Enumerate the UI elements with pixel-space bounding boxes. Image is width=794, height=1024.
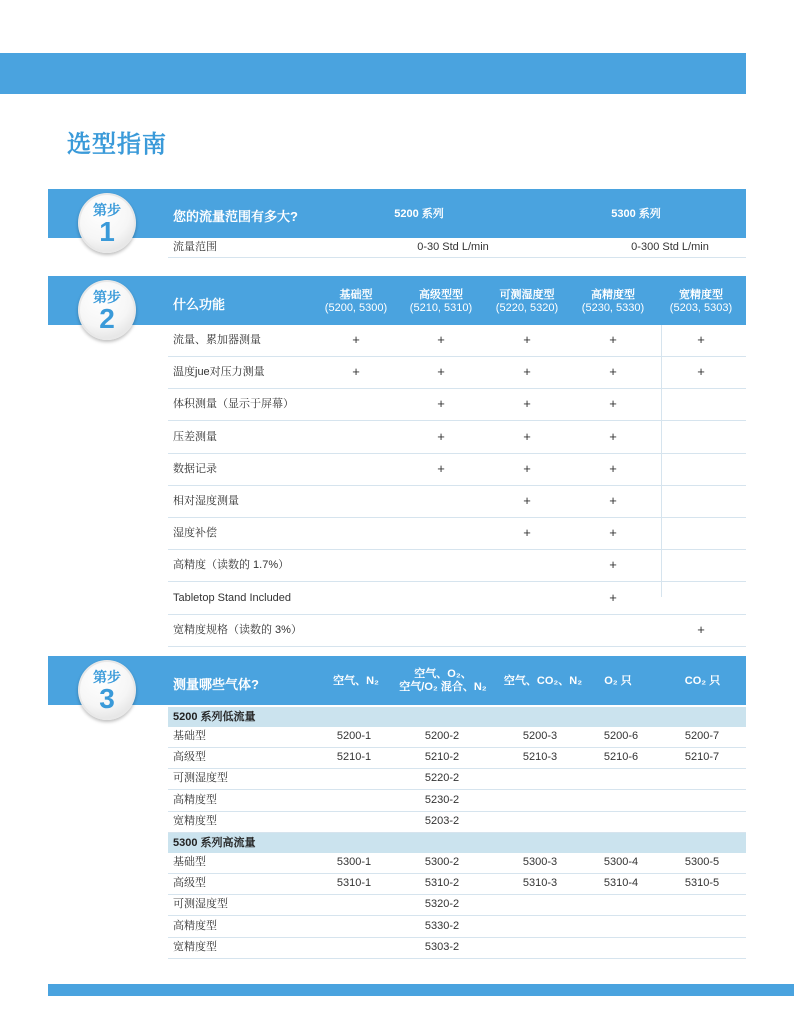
feature-mark: + bbox=[437, 364, 445, 380]
col-models: (5203, 5303) bbox=[669, 302, 733, 314]
model-row bbox=[168, 895, 746, 916]
feature-label: 湿度补偿 bbox=[173, 527, 217, 540]
model-number: 5303-2 bbox=[424, 940, 460, 953]
col-name: 高级型型 bbox=[419, 289, 463, 301]
step-label: 第步 bbox=[93, 669, 121, 685]
feature-mark: + bbox=[609, 493, 617, 508]
feature-mark: + bbox=[523, 332, 531, 347]
feature-mark: + bbox=[523, 525, 531, 541]
col-name: 可测湿度型 bbox=[499, 289, 555, 301]
feature-mark: + bbox=[523, 493, 531, 508]
model-number: 5200-6 bbox=[603, 730, 639, 742]
feature-mark: + bbox=[697, 621, 705, 637]
model-number: 5210-3 bbox=[522, 751, 558, 764]
model-label: 宽精度型 bbox=[173, 814, 217, 827]
feature-row bbox=[168, 518, 746, 550]
model-number: 5200-3 bbox=[522, 730, 558, 742]
model-number: 5210-7 bbox=[684, 751, 720, 764]
feature-mark: + bbox=[609, 428, 617, 444]
model-number: 5200-1 bbox=[336, 730, 372, 742]
col-header-basic bbox=[316, 289, 396, 315]
model-number: 5230-2 bbox=[424, 793, 460, 806]
feature-mark: + bbox=[352, 332, 360, 347]
features-question: 什么功能 bbox=[173, 297, 226, 312]
feature-row bbox=[168, 389, 746, 421]
feature-mark: + bbox=[609, 332, 617, 347]
model-row bbox=[168, 791, 746, 812]
flow-range-question: 您的流量范围有多大? bbox=[173, 209, 298, 224]
step-3-section bbox=[48, 656, 746, 966]
step-1-badge bbox=[78, 193, 136, 253]
model-number: 5210-6 bbox=[603, 751, 639, 764]
step-number: 1 bbox=[99, 216, 115, 247]
model-number: 5220-2 bbox=[424, 772, 460, 785]
gas-col-air-co2-n2: 空气、CO₂、N₂ bbox=[503, 675, 583, 687]
model-label: 可测湿度型 bbox=[173, 898, 228, 911]
model-row bbox=[168, 812, 746, 833]
gases-question: 测量哪些气体? bbox=[173, 677, 259, 692]
flow-value-5300: 0-300 Std L/min bbox=[631, 241, 709, 253]
step-number: 2 bbox=[99, 303, 115, 334]
feature-label: 压差测量 bbox=[173, 430, 217, 443]
model-row bbox=[168, 938, 746, 959]
step-number: 3 bbox=[99, 683, 115, 714]
feature-mark: + bbox=[523, 396, 531, 412]
col-name: 宽精度型 bbox=[679, 289, 723, 301]
top-banner bbox=[0, 53, 746, 94]
feature-mark: + bbox=[523, 460, 531, 476]
col-models: (5200, 5300) bbox=[324, 302, 388, 314]
model-number: 5310-3 bbox=[522, 877, 558, 890]
model-label: 宽精度型 bbox=[173, 940, 217, 953]
model-row bbox=[168, 917, 746, 938]
flow-range-row bbox=[168, 238, 746, 258]
feature-row bbox=[168, 486, 746, 518]
model-label: 基础型 bbox=[173, 730, 206, 742]
feature-mark: + bbox=[352, 364, 360, 380]
col-header-humidity bbox=[487, 289, 567, 315]
col-models: (5230, 5330) bbox=[581, 302, 645, 314]
feature-mark: + bbox=[609, 396, 617, 412]
feature-row bbox=[168, 550, 746, 582]
col-models: (5210, 5310) bbox=[409, 302, 473, 314]
feature-label: 流量、累加器测量 bbox=[173, 334, 261, 346]
series-5300-header: 5300 系列 bbox=[611, 208, 661, 220]
model-row bbox=[168, 769, 746, 790]
model-number: 5200-2 bbox=[424, 730, 460, 742]
model-number: 5200-7 bbox=[684, 730, 720, 742]
step-2-badge bbox=[78, 280, 136, 340]
step-3-badge bbox=[78, 660, 136, 720]
gas-col-line1: 空气、O₂、 bbox=[414, 668, 472, 680]
model-label: 高精度型 bbox=[173, 919, 217, 932]
group-5200-header: 5200 系列低流量 bbox=[168, 707, 746, 727]
feature-row bbox=[168, 357, 746, 389]
feature-mark: + bbox=[697, 364, 705, 380]
feature-mark: + bbox=[437, 332, 445, 347]
model-number: 5300-3 bbox=[522, 856, 558, 868]
model-number: 5210-1 bbox=[336, 751, 372, 764]
feature-label: 温度jue对压力测量 bbox=[173, 366, 265, 379]
step-label: 第步 bbox=[93, 289, 121, 305]
gas-col-co2-only: CO₂ 只 bbox=[684, 675, 721, 687]
model-number: 5320-2 bbox=[424, 898, 460, 911]
model-number: 5310-2 bbox=[424, 877, 460, 890]
feature-mark: + bbox=[609, 525, 617, 541]
feature-mark: + bbox=[697, 332, 705, 347]
model-number: 5210-2 bbox=[424, 751, 460, 764]
group-5300-header: 5300 系列高流量 bbox=[168, 833, 746, 853]
col-header-wide-accuracy bbox=[660, 289, 742, 315]
model-row bbox=[168, 748, 746, 769]
gas-col-line2: 空气/O₂ 混合、N₂ bbox=[399, 681, 487, 693]
feature-mark: + bbox=[609, 557, 617, 573]
model-label: 可测湿度型 bbox=[173, 772, 228, 785]
step-2-section bbox=[48, 276, 746, 646]
col-name: 基础型 bbox=[339, 289, 373, 301]
feature-label: 宽精度规格（读数的 3%） bbox=[173, 623, 302, 636]
feature-mark: + bbox=[609, 460, 617, 476]
feature-row bbox=[168, 583, 746, 615]
gas-col-air-n2: 空气、N₂ bbox=[333, 675, 379, 687]
model-number: 5300-1 bbox=[336, 856, 372, 868]
model-number: 5330-2 bbox=[424, 919, 460, 932]
feature-row bbox=[168, 422, 746, 454]
row-label: 流量范围 bbox=[173, 241, 217, 253]
feature-mark: + bbox=[609, 589, 617, 605]
model-number: 5310-5 bbox=[684, 877, 720, 890]
model-label: 高精度型 bbox=[173, 793, 217, 806]
feature-row bbox=[168, 325, 746, 357]
feature-label: 高精度（读数的 1.7%） bbox=[173, 559, 290, 572]
feature-mark: + bbox=[523, 428, 531, 444]
step-label: 第步 bbox=[93, 202, 121, 218]
model-number: 5310-1 bbox=[336, 877, 372, 890]
col-header-advanced bbox=[401, 289, 481, 315]
bottom-banner bbox=[48, 984, 794, 996]
feature-mark: + bbox=[609, 364, 617, 380]
model-label: 高级型 bbox=[173, 877, 206, 890]
gas-col-air-o2-mix bbox=[388, 668, 498, 694]
model-label: 基础型 bbox=[173, 856, 206, 868]
feature-label: 体积测量（显示于屏幕） bbox=[173, 398, 294, 411]
page-title: 选型指南 bbox=[67, 131, 167, 158]
feature-label: Tabletop Stand Included bbox=[173, 591, 292, 604]
col-name: 高精度型 bbox=[591, 289, 635, 301]
step-1-section bbox=[48, 189, 746, 259]
col-models: (5220, 5320) bbox=[495, 302, 559, 314]
feature-mark: + bbox=[437, 460, 445, 476]
feature-row bbox=[168, 454, 746, 486]
model-number: 5203-2 bbox=[424, 814, 460, 827]
feature-label: 数据记录 bbox=[173, 462, 217, 475]
feature-label: 相对湿度测量 bbox=[173, 495, 239, 507]
feature-row bbox=[168, 615, 746, 647]
model-label: 高级型 bbox=[173, 751, 206, 764]
feature-mark: + bbox=[437, 396, 445, 412]
flow-value-5200: 0-30 Std L/min bbox=[417, 241, 489, 253]
feature-mark: + bbox=[437, 428, 445, 444]
model-number: 5310-4 bbox=[603, 877, 639, 890]
model-number: 5300-4 bbox=[603, 856, 639, 868]
model-number: 5300-2 bbox=[424, 856, 460, 868]
model-number: 5300-5 bbox=[684, 856, 720, 868]
model-row bbox=[168, 727, 746, 748]
feature-mark: + bbox=[523, 364, 531, 380]
gas-col-o2-only: O₂ 只 bbox=[604, 675, 632, 687]
model-row bbox=[168, 853, 746, 874]
model-row bbox=[168, 874, 746, 895]
col-header-high-accuracy bbox=[573, 289, 653, 315]
series-5200-header: 5200 系列 bbox=[394, 208, 444, 220]
